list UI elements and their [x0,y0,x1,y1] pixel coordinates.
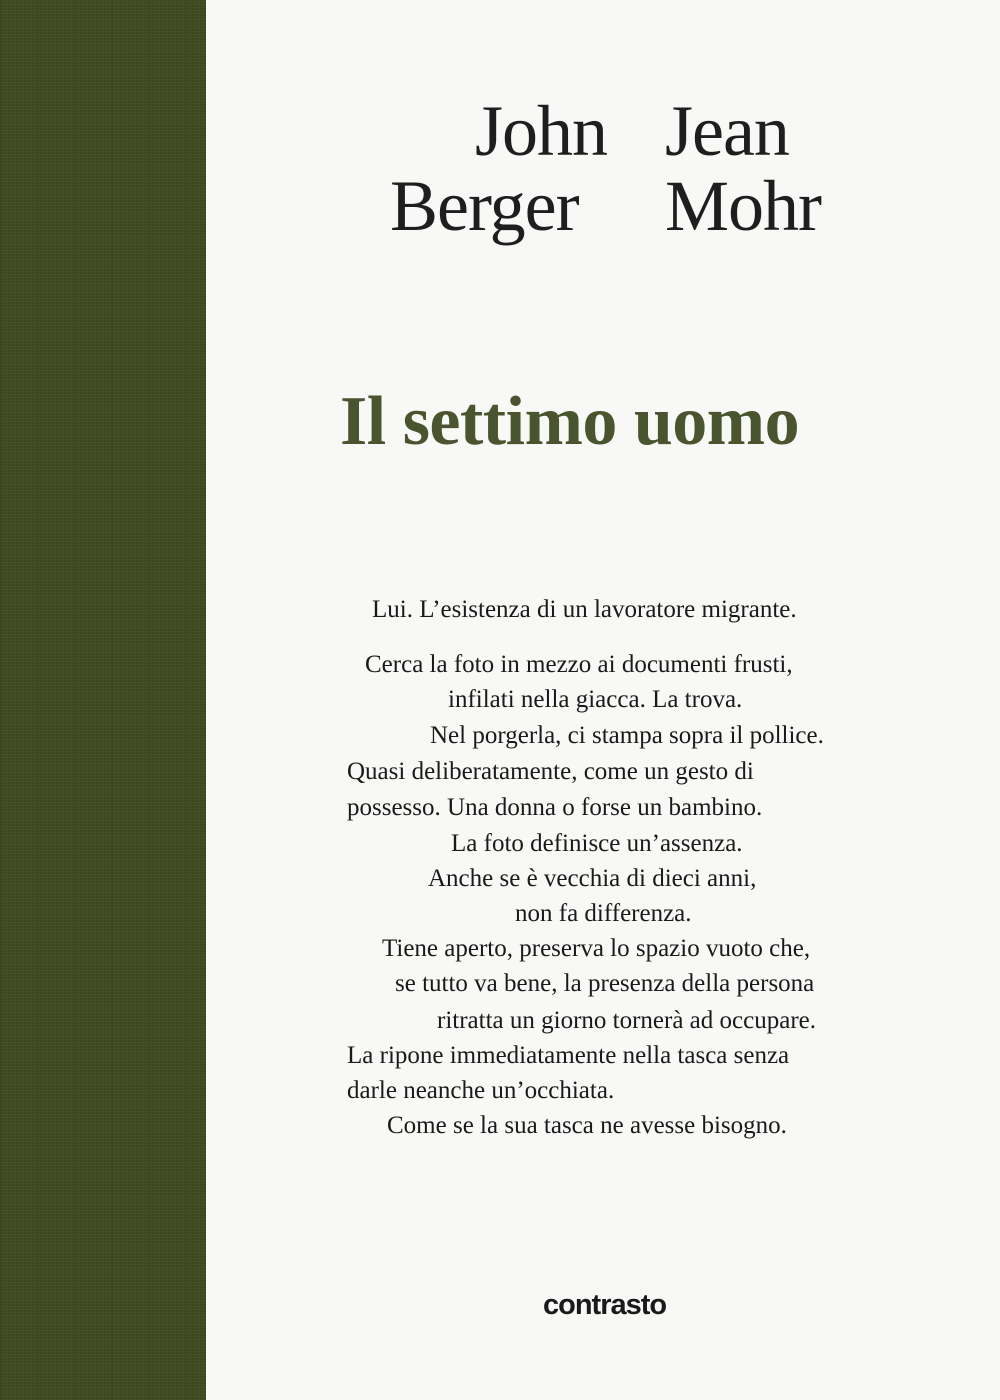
blurb-line: Lui. L’esistenza di un lavoratore migrante. [372,596,797,623]
blurb-line: La foto definisce un’assenza. [451,830,743,857]
blurb-line: Nel porgerla, ci stampa sopra il pollice. [430,722,824,749]
blurb-line: Tiene aperto, preserva lo spazio vuoto che, [382,935,811,962]
publisher-logo: contrasto [543,1289,667,1321]
blurb-line: darle neanche un’occhiata. [347,1077,615,1104]
blurb-line: ritratta un giorno tornerà ad occupare. [437,1007,816,1034]
author-2-first-name: Jean [665,91,789,171]
author-2-last-name: Mohr [665,166,821,246]
blurb-line: Cerca la foto in mezzo ai documenti frusti, [365,651,793,678]
blurb-line: Come se la sua tasca ne avesse bisogno. [387,1112,787,1139]
author-1-last-name: Berger [390,166,579,246]
blurb-line: La ripone immediatamente nella tasca senza [347,1042,790,1069]
blurb-line: Anche se è vecchia di dieci anni, [428,865,757,892]
book-title: Il settimo uomo [340,383,800,460]
blurb-line: possesso. Una donna o forse un bambino. [347,794,763,821]
blurb-line: infilati nella giacca. La trova. [448,686,743,713]
blurb-line: non fa differenza. [515,900,692,927]
blurb-line: se tutto va bene, la presenza della persona [395,970,815,997]
author-1-first-name: John [475,91,608,171]
blurb-line: Quasi deliberatamente, come un gesto di [347,758,754,785]
